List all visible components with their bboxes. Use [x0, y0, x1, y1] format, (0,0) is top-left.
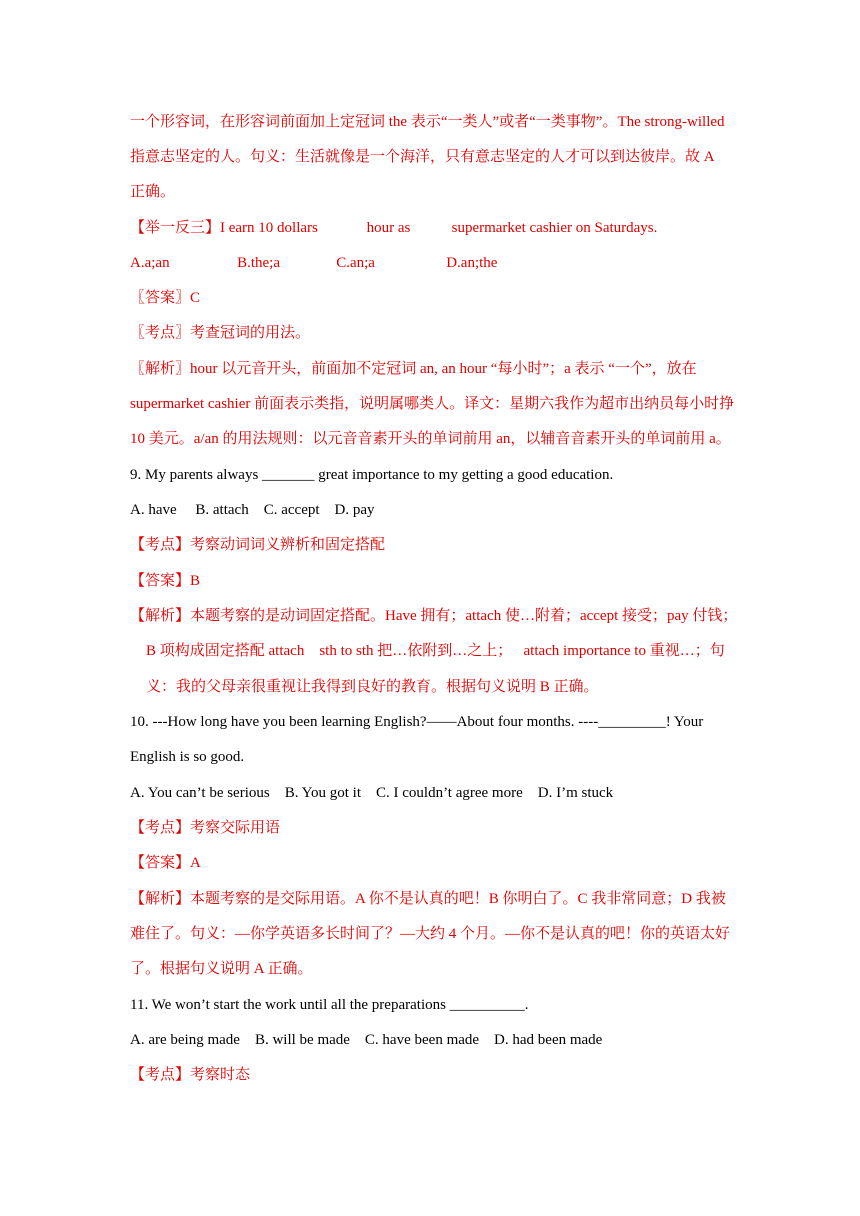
example-options: A.a;an B.the;a C.an;a D.an;the	[130, 255, 498, 271]
answer-line: 【答案】B	[130, 573, 201, 589]
topic-line: 【考点】考察时态	[130, 1067, 251, 1083]
answer-line: 【答案】A	[130, 855, 201, 871]
analysis-line: B 项构成固定搭配 attach sth to sth 把…依附到…之上； attach importance to 重视…；句	[146, 643, 725, 659]
question-9: 9. My parents always _______ great importance to my getting a good education.	[130, 467, 614, 483]
analysis-line: 义：我的父母亲很重视让我得到良好的教育。根据句义说明 B 正确。	[146, 679, 599, 695]
topic-line: 〖考点〗考查冠词的用法。	[130, 325, 311, 341]
question-11-options: A. are being made B. will be made C. have been made D. had been made	[130, 1032, 603, 1048]
question-11: 11. We won’t start the work until all the preparations __________.	[130, 997, 529, 1013]
text-line: 一个形容词，在形容词前面加上定冠词 the 表示“一类人”或者“一类事物”。The strong-willed	[130, 114, 725, 130]
analysis-line: 〖解析〗hour 以元音开头，前面加不定冠词 an, an hour “每小时”；a 表示 “一个”，放在	[130, 361, 697, 377]
question-10-options: A. You can’t be serious B. You got it C. I couldn’t agree more D. I’m stuck	[130, 785, 614, 801]
topic-line: 【考点】考察动词词义辨析和固定搭配	[130, 537, 386, 553]
example-question: 【举一反三】I earn 10 dollars hour as supermarket cashier on Saturdays.	[130, 220, 658, 236]
analysis-line: 10 美元。a/an 的用法规则：以元音音素开头的单词前用 an，以辅音音素开头的单词前用 a。	[130, 431, 731, 447]
question-9-options: A. have B. attach C. accept D. pay	[130, 502, 375, 518]
analysis-line: supermarket cashier 前面表示类指，说明属哪类人。译文：星期六我作为超市出纳员每小时挣	[130, 396, 735, 412]
analysis-line: 了。根据句义说明 A 正确。	[130, 961, 313, 977]
question-10: 10. ---How long have you been learning English?——About four months. ----_________! Your	[130, 714, 704, 730]
text-line: 正确。	[130, 184, 176, 200]
analysis-line: 【解析】本题考察的是交际用语。A 你不是认真的吧！B 你明白了。C 我非常同意；D 我被	[130, 891, 726, 907]
analysis-line: 【解析】本题考察的是动词固定搭配。Have 拥有；attach 使…附着；accept 接受；pay 付钱；	[130, 608, 738, 624]
topic-line: 【考点】考察交际用语	[130, 820, 281, 836]
question-10-cont: English is so good.	[130, 749, 245, 765]
answer-line: 〖答案〗C	[130, 290, 201, 306]
analysis-line: 难住了。句义：—你学英语多长时间了？—大约 4 个月。—你不是认真的吧！你的英语太好	[130, 926, 731, 942]
text-line: 指意志坚定的人。句义：生活就像是一个海洋，只有意志坚定的人才可以到达彼岸。故 A	[130, 149, 715, 165]
